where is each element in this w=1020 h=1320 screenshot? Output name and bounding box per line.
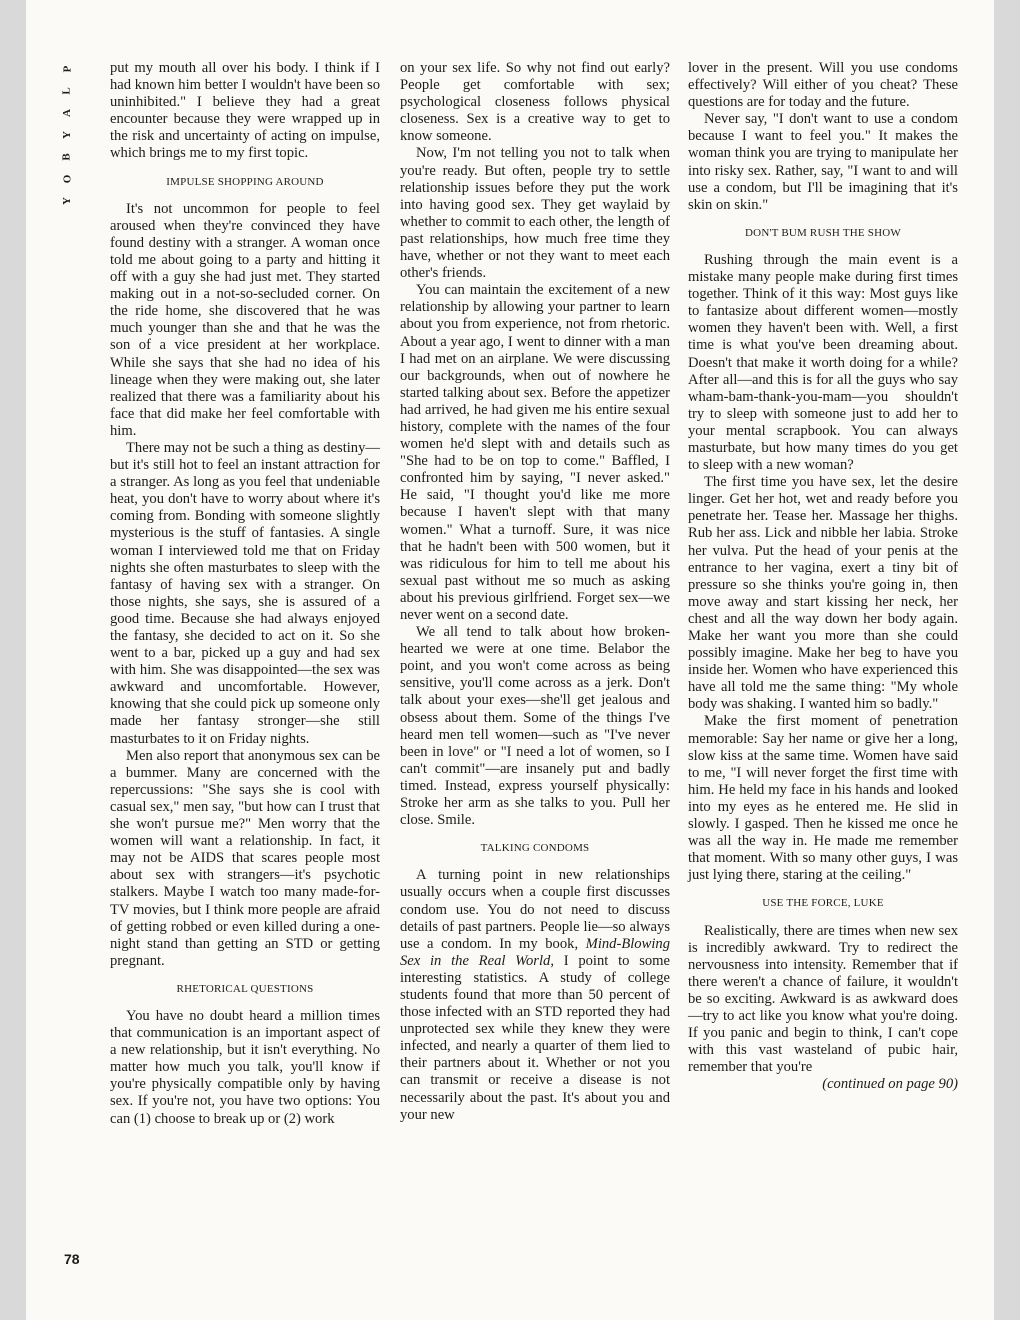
magazine-page <box>26 0 994 1320</box>
masthead-letter: B <box>61 153 73 161</box>
masthead-letter: Y <box>60 197 73 205</box>
section-heading: TALKING CONDOMS <box>480 842 590 855</box>
masthead-letter: O <box>61 174 73 184</box>
paragraph-text: , I point to some interesting statistics. A study of college students found that more than 50 percent of those infected with an STD reported they had unprotected sex while they knew they were infected, and nearly a quarter of them lied to their partners about it. Whether or not you can transmit or receive a disease is not necessarily about the past. It's about you and your new <box>400 952 670 1123</box>
masthead-letter: Y <box>60 131 73 139</box>
section-heading: IMPULSE SHOPPING AROUND <box>166 175 324 188</box>
paragraph: Now, I'm not telling you not to talk when you're ready. But often, people try to settle relationship issues before they put the work into having good sex. They get waylaid by whether to commit to each other, the length of past relationships, how much free time they have, whether or not they want to meet each other's friends. <box>400 145 670 282</box>
paragraph: put my mouth all over his body. I think if I had known him better I wouldn't have been so uninhibited." I believe they had a great encounter because they were wrapped up in the risk and uncertainty of acting on impulse, which brings me to my first topic. <box>110 60 380 162</box>
masthead-letter: L <box>61 87 73 95</box>
paragraph: on your sex life. So why not find out early? People get comfortable with sex; psychological closeness follows physical closeness. Sex is a creative way to get to know someone. <box>400 60 670 145</box>
paragraph: Make the first moment of penetration memorable: Say her name or give her a long, slow kiss at the same time. Women have said to me, "I will never forget the first time with him. He held my face in his hands and looked into my eyes as he entered me. He slid in slowly. I gasped. Then he kissed me once he was all the way in. He made me remember that moment. With so many other guys, I was just lying there, staring at the ceiling." <box>688 713 958 884</box>
book-title: Mind-Blowing Sex in the Real World <box>400 935 670 969</box>
paragraph: The first time you have sex, let the desire linger. Get her hot, wet and ready before you penetrate her. Tease her. Massage her thighs. Rub her ass. Lick and nibble her labia. Stroke her vulva. Put the head of your penis at the entrance to her vagina, exert a tiny bit of pressure so she thinks you're going in, then move away and start kissing her neck, her chest and all the way down her body again. Make her want you more than she could possibly imagine. Make her beg to have you inside her. Women who have experienced this have all told me the same thing: "My whole body was shaking. I wanted him so badly." <box>688 474 958 713</box>
masthead-letter: P <box>60 65 73 73</box>
paragraph <box>400 867 670 1123</box>
paragraph: Realistically, there are times when new sex is incredibly awkward. Try to redirect the nervousness into intensity. Remember that if there weren't a chance of failure, it wouldn't be so exciting. Awkward is as awkward does—try to act like you know what you're doing. If you panic and begin to think, I can't cope with this vast wasteland of pubic hair, remember that you're <box>688 922 958 1076</box>
paragraph-text: A turning point in new relationships usually occurs when a couple first discusses condom use. You do not need to discuss details of past partners. People lie—so always use a condom. In my book, <box>400 867 670 952</box>
section-heading: USE THE FORCE, LUKE <box>762 897 884 910</box>
paragraph: There may not be such a thing as destiny—but it's still hot to feel an instant attraction for a stranger. As long as you feel that undeniable heat, you don't have to worry about where it's coming from. Bonding with someone slightly mysterious is the stuff of fantasies. A single woman I interviewed told me that on Friday nights she often masturbates to sleep with the fantasy of having sex with a stranger. On those nights, she says, she is assured of a good time. Because she had always enjoyed the fantasy, she decided to act on it. So she went to a bar, picked up a guy and had sex with him. She was disappointed—the sex was awkward and uncomfortable. However, knowing that she could pick up someone only made her fantasy stronger—she still masturbates to it on Friday nights. <box>110 439 380 747</box>
paragraph: Never say, "I don't want to use a condom because I want to feel you." It makes the woman think you are trying to manipulate her into risky sex. Rather, say, "I want to and will use a condom, but I'll be imagining that it's skin on skin." <box>688 111 958 213</box>
paragraph: You have no doubt heard a million times that communication is an important aspect of a new relationship, but it isn't everything. No matter how much you talk, you'll know if you're physically compatible only by having sex. If you're not, you have two options: You can (1) choose to break up or (2) work <box>110 1007 380 1127</box>
paragraph: You can maintain the excitement of a new relationship by allowing your partner to learn about you from experience, not from rhetoric. About a year ago, I went to dinner with a man I had met on an airplane. We were discussing our backgrounds, when out of nowhere he started talking about sex. Before the appetizer had arrived, he had given me his entire sexual history, complete with the names of the four women he'd slept with and details such as "She had to be on top to come." Baffled, I confronted him by saying, "I never asked." He said, "I thought you'd like me more because I haven't slept with that many women." What a turnoff. Sure, it was nice that he hadn't been with 500 women, but it was ridiculous for him to tell me about his sexual past without me so much as asking about his previous girlfriend. Forget sex—we never went on a second date. <box>400 282 670 623</box>
column-3 <box>688 60 958 1093</box>
section-heading: RHETORICAL QUESTIONS <box>176 982 314 995</box>
paragraph: lover in the present. Will you use condoms effectively? Will either of you cheat? These questions are for today and the future. <box>688 60 958 111</box>
paragraph: Men also report that anonymous sex can be a bummer. Many are concerned with the repercussions: "She says she is cool with casual sex," men say, "but how can I trust that she won't pursue me?" Men worry that the women will want a relationship. In fact, it may not be AIDS that scares people most about sex with strangers—it's psychotic stalkers. Maybe I watch too many made-for-TV movies, but I think more people are afraid of getting robbed or even killed during a one-night stand than getting an STD or getting pregnant. <box>110 747 380 969</box>
masthead-letter: A <box>60 109 73 117</box>
page-number: 78 <box>64 1251 80 1267</box>
paragraph: It's not uncommon for people to feel aroused when they're convinced they have found destiny with a stranger. A woman once told me about going to a party and hitting it off with a guy she had just met. They started making out in a not-so-secluded corner. On the ride home, she discovered that he was much younger than she and that he was the son of a vice president at her workplace. While she says that she had no idea of his lineage when they were making out, she later realized that there was a familiarity about his face that did make her feel comfortable with him. <box>110 200 380 439</box>
continued-note: (continued on page 90) <box>822 1076 958 1093</box>
column-1 <box>110 60 380 1128</box>
paragraph: Rushing through the main event is a mistake many people make during first times together. Think of it this way: Most guys like to fantasize about different women—mostly women they haven't been with. Well, a first time is what you've been dreaming about. Doesn't that make it worth doing for a while? After all—and this is for all the guys who say wham-bam-thank-you-mam—you shouldn't try to sleep with someone just to add her to your mental scrapbook. You can always masturbate, but how many times do you get to sleep with a new woman? <box>688 251 958 474</box>
section-heading: DON'T BUM RUSH THE SHOW <box>745 226 901 239</box>
paragraph: We all tend to talk about how broken-hearted we were at one time. Belabor the point, and you won't come across as being sensitive, you'll come across as a jerk. Don't talk about your exes—she'll get jealous and obsess about them. Some of the things I've heard men tell women—such as "I've never been in love" or "I need a lot of women, so I can't commit"—are insanely put and badly timed. Instead, express yourself physically: Stroke her arm as she talks to you. Pull her close. Smile. <box>400 624 670 829</box>
masthead-playboy <box>57 58 77 212</box>
column-2 <box>400 60 670 1124</box>
